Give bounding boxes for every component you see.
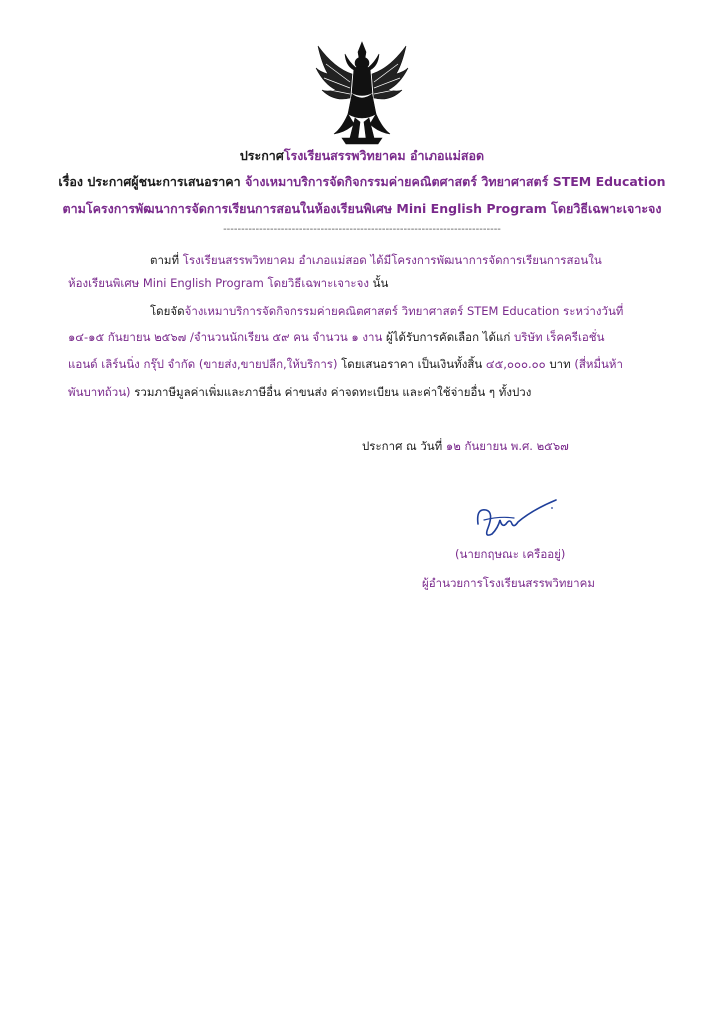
text-segment: ผู้ได้รับการคัดเลือก ได้แก่: [382, 330, 514, 344]
text-segment: ๔๕,๐๐๐.๐๐: [485, 357, 546, 371]
text-segment: พันบาทถ้วน): [68, 385, 131, 399]
text-segment: ห้องเรียนพิเศษ Mini English Program โดยวิธีเฉพาะเจาะจง: [68, 276, 369, 290]
text-segment: โดยเสนอราคา เป็นเงินทั้งสิ้น: [337, 357, 486, 371]
paragraph-1-line-1: [150, 252, 602, 270]
subject-line: [0, 172, 724, 192]
announcement-heading: [0, 146, 724, 166]
paragraph-1-line-2: [68, 275, 388, 293]
signer-name: (นายกฤษณะ เครืออยู่): [455, 547, 566, 561]
school-name: โรงเรียนสรรพวิทยาคม อำเภอแม่สอด: [283, 148, 485, 163]
text-segment: ตามที่: [150, 253, 183, 267]
project-line: ตามโครงการพัฒนาการจัดการเรียนการสอนในห้องเรียนพิเศษ Mini English Program โดยวิธีเฉพาะเจาะจง: [62, 201, 662, 216]
text-segment: ๑๔-๑๕ กันยายน ๒๕๖๗ /จำนวนนักเรียน ๕๙ คน จำนวน ๑ งาน: [68, 330, 383, 344]
paragraph-2-line-4: [68, 384, 531, 402]
text-segment: แอนด์ เลิร์นนิ่ง กรุ๊ป จำกัด (ขายส่ง,ขายปลีก,ให้บริการ): [68, 357, 338, 371]
subject-label: เรื่อง ประกาศผู้ชนะการเสนอราคา: [58, 174, 241, 189]
text-segment: ได้มีโครงการพัฒนาการจัดการเรียนการสอนใน: [366, 253, 602, 267]
subject-title: จ้างเหมาบริการจัดกิจกรรมค่ายคณิตศาสตร์ วิทยาศาสตร์ STEM Education: [245, 174, 666, 189]
announce-prefix: ประกาศ ณ วันที่: [362, 439, 446, 453]
divider: -----------------------------------------------------------------------------: [223, 224, 501, 235]
announce-date-line: [362, 438, 569, 456]
paragraph-2-line-1: [150, 303, 623, 321]
announcement-prefix: ประกาศ: [239, 148, 284, 163]
text-segment: โดยจัด: [150, 304, 185, 318]
text-segment: โรงเรียนสรรพวิทยาคม อำเภอแม่สอด: [182, 253, 367, 267]
garuda-emblem-icon: [312, 38, 412, 148]
text-segment: นั้น: [368, 276, 389, 290]
paragraph-2-line-3: [68, 356, 623, 374]
text-segment: บาท: [545, 357, 575, 371]
text-segment: (สี่หมื่นห้า: [574, 357, 623, 371]
text-segment: จ้างเหมาบริการจัดกิจกรรมค่ายคณิตศาสตร์ วิทยาศาสตร์ STEM Education ระหว่างวันที่: [184, 304, 624, 318]
signature-image: [470, 494, 560, 544]
text-segment: รวมภาษีมูลค่าเพิ่มและภาษีอื่น ค่าขนส่ง ค่าจดทะเบียน และค่าใช้จ่ายอื่น ๆ ทั้งปวง: [130, 385, 532, 399]
signer-position: ผู้อำนวยการโรงเรียนสรรพวิทยาคม: [422, 576, 595, 590]
text-segment: บริษัท เร็คครีเอชั่น: [514, 330, 605, 344]
announce-date: ๑๒ กันยายน พ.ศ. ๒๕๖๗: [445, 439, 569, 453]
paragraph-2-line-2: [68, 329, 604, 347]
